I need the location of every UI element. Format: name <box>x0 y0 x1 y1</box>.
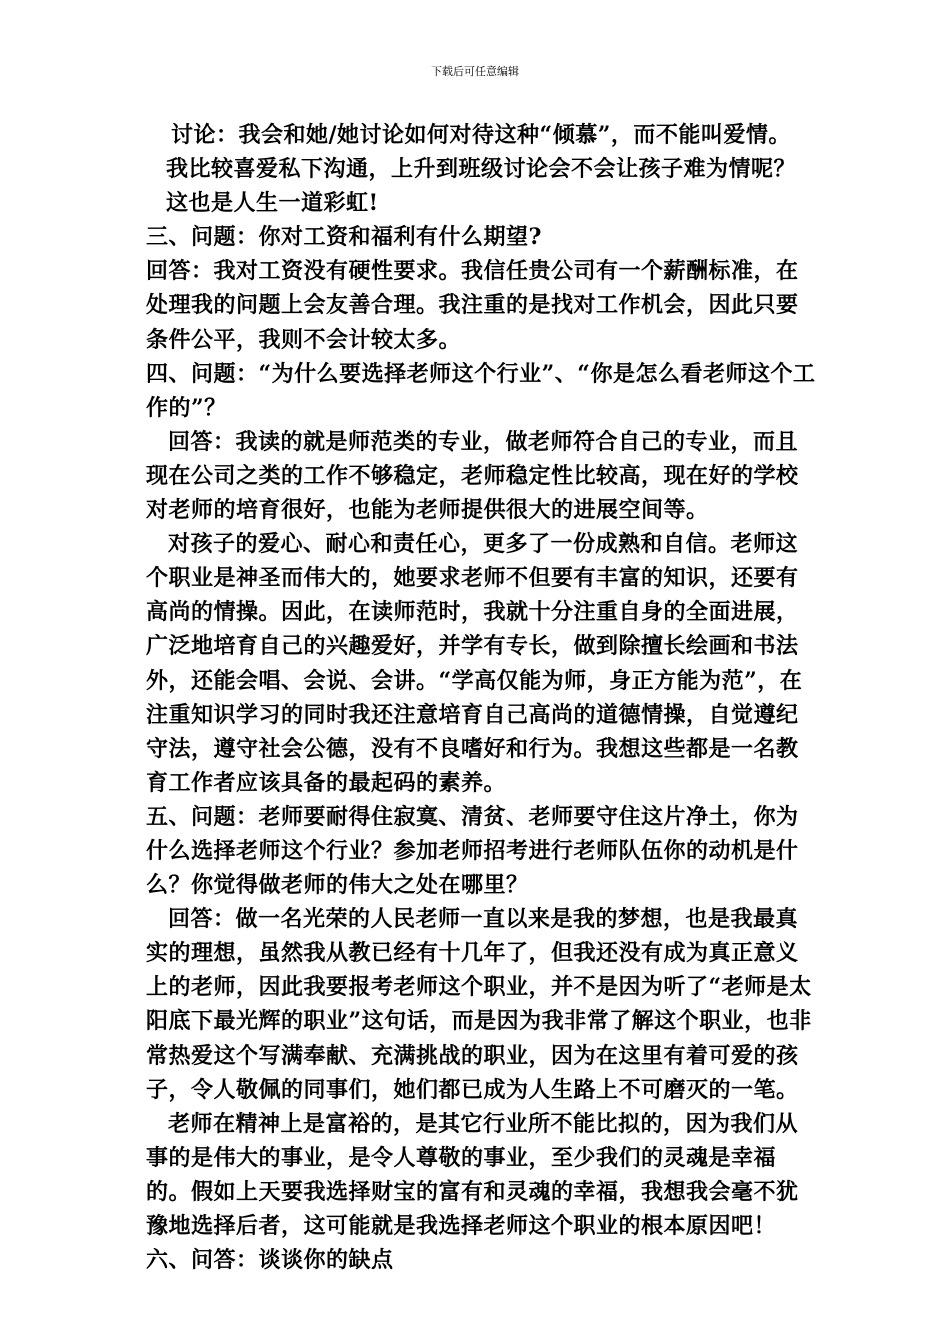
paragraph-rainbow: 这也是人生一道彩虹! <box>166 190 379 217</box>
question-5: 五、问题：老师要耐得住寂寞、清贫、老师要守住这片净土，你为什么选择老师这个行业？参加老师招考进行老师队伍你的动机是什么？你觉得做老师的伟大之处在哪里？ <box>146 803 799 899</box>
answer-4-part-2: 对孩子的爱心、耐心和责任心，更多了一份成熟和自信。老师这个职业是神圣而伟大的，她要求老师不但要有丰富的知识，还要有高尚的情操。因此，在读师范时，我就十分注重自身的全面进展，广泛地培育自己的兴趣爱好，并学有专长，做到除擅长绘画和书法外，还能会唱、会说、会讲。“学高仅能为师，身正方能为范”，在注重知识学习的同时我还注意培育自己高尚的道德情操，自觉遵纪守法，遵守社会公德，没有不良嗜好和行为。我想这些都是一名教育工作者应该具备的最起码的素养。 <box>146 531 803 796</box>
paragraph-private-communication: 我比较喜爱私下沟通，上升到班级讨论会不会让孩子难为情呢？ <box>166 156 797 183</box>
answer-5-part-2: 老师在精神上是富裕的，是其它行业所不能比拟的，因为我们从事的是伟大的事业，是令人尊敬的事业，至少我们的灵魂是幸福的。假如上天要我选择财宝的富有和灵魂的幸福，我想我会毫不犹豫地选择后者，这可能就是我选择老师这个职业的根本原因吧！ <box>146 1110 799 1239</box>
document-body <box>146 118 816 1277</box>
question-3: 三、问题：你对工资和福利有什么期望? <box>146 224 542 251</box>
answer-5-part-1: 回答：做一名光荣的人民老师一直以来是我的梦想，也是我最真实的理想，虽然我从教已经有十几年了，但我还没有成为真正意义上的老师，因此我要报考老师这个职业，并不是因为听了“老师是太阳底下最光辉的职业”这句话，而是因为我非常了解这个职业，也非常热爱这个写满奉献、充满挑战的职业，因为在这里有着可爱的孩子，令人敬佩的同事们，她们都已成为人生路上不可磨灭的一笔。 <box>146 906 812 1103</box>
answer-4-part-1: 回答：我读的就是师范类的专业，做老师符合自己的专业，而且现在公司之类的工作不够稳定，老师稳定性比较高，现在好的学校对老师的培育很好，也能为老师提供很大的进展空间等。 <box>146 428 799 524</box>
answer-3: 回答：我对工资没有硬性要求。我信任贵公司有一个薪酬标准，在处理我的问题上会友善合理。我注重的是找对工作机会，因此只要条件公平，我则不会计较太多。 <box>146 258 799 353</box>
question-4: 四、问题：“为什么要选择老师这个行业”、“你是怎么看老师这个工作的”？ <box>146 360 816 421</box>
page-header-note: 下载后可任意编辑 <box>431 65 519 78</box>
question-6: 六、问答：谈谈你的缺点 <box>146 1247 394 1274</box>
paragraph-discussion: 讨论：我会和她/她讨论如何对待这种“倾慕”，而不能叫爱情。 <box>171 122 791 148</box>
